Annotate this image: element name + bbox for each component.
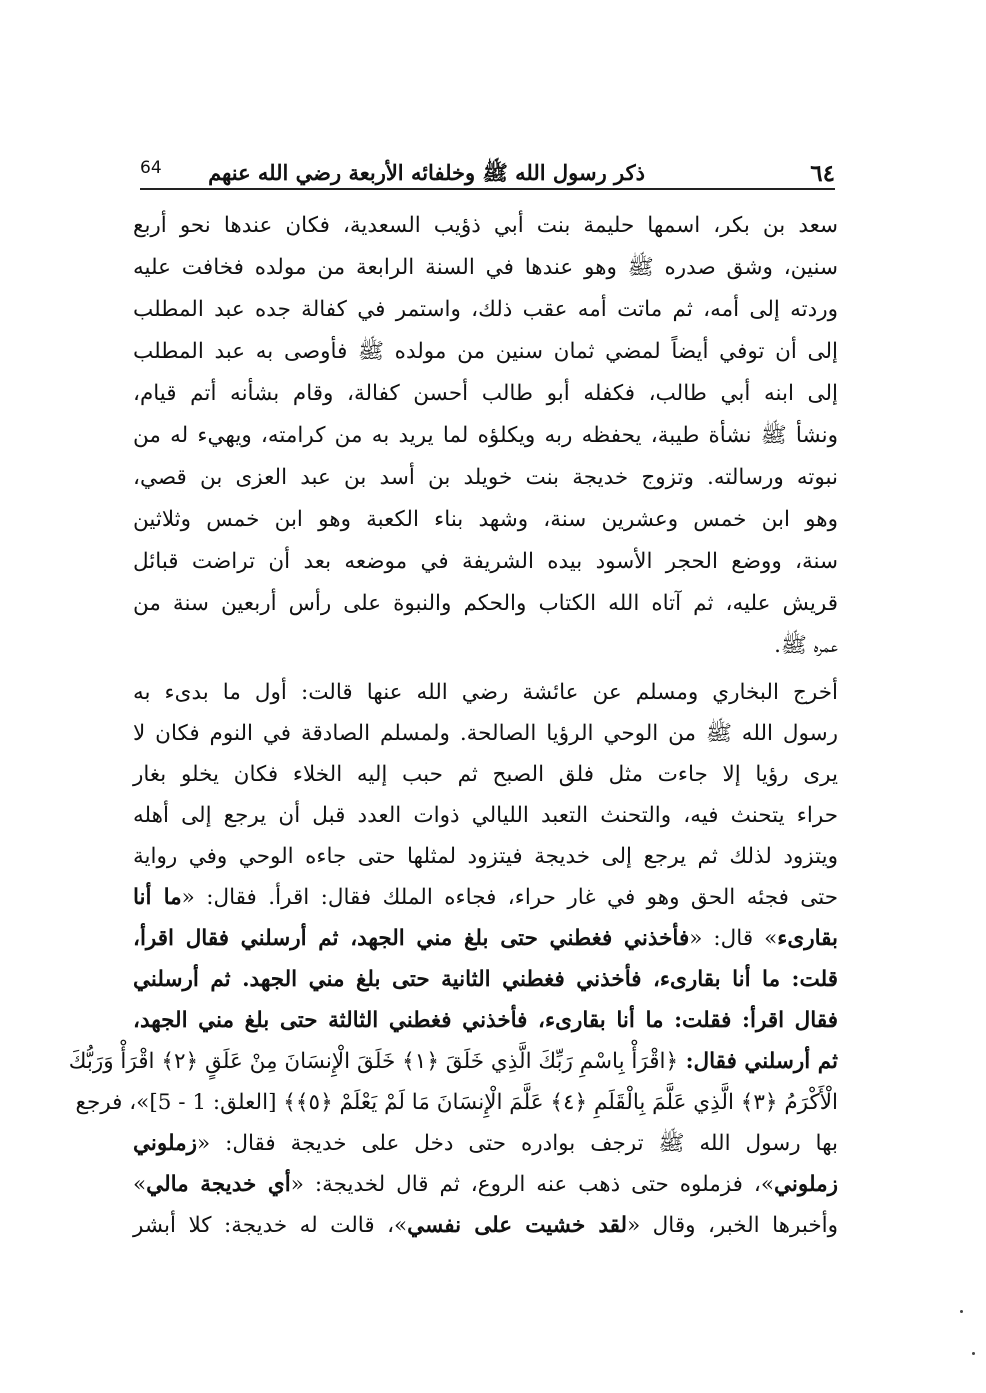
text-line bbox=[133, 877, 838, 918]
text-line: أخرج البخاري ومسلم عن عائشة رضي الله عنها قالت: أول ما بدىء به bbox=[133, 680, 838, 705]
text-line bbox=[133, 918, 838, 959]
text-line: قلت: ما أنا بقارىء، فأخذني فغطني الثانية حتى بلغ مني الجهد. ثم أرسلني bbox=[133, 967, 838, 992]
running-header bbox=[140, 152, 835, 190]
text-line: يرى رؤيا إلا جاءت مثل فلق الصبح ثم حبب إليه الخلاء فكان يخلو بغار bbox=[133, 762, 838, 787]
hadith-quote: ما أنا bbox=[133, 885, 182, 910]
text-line: سنة، ووضع الحجر الأسود بيده الشريفة في موضعه بعد أن تراضت قبائل bbox=[133, 549, 838, 574]
text-run: »، قالت له خديجة: كلا أبشر bbox=[133, 1213, 408, 1238]
text-line: إلى ابنه أبي طالب، فكفله أبو طالب أحسن كفالة، وقام بشأنه أتم قيام، bbox=[133, 381, 838, 406]
text-line bbox=[75, 1082, 838, 1123]
text-line bbox=[68, 1041, 838, 1082]
paragraph-1 bbox=[133, 205, 838, 667]
hadith-quote: فأخذني فغطني حتى بلغ مني الجهد، ثم أرسلني فقال اقرأ، bbox=[133, 926, 690, 951]
text-line: حراء يتحنث فيه، والتحنث التعبد الليالي ذوات العدد قبل أن يرجع إلى أهله bbox=[133, 803, 838, 828]
text-line bbox=[133, 1205, 838, 1246]
text-line bbox=[133, 1164, 838, 1205]
hadith-quote: زملوني bbox=[773, 1172, 839, 1197]
text-line: فقال اقرأ: فقلت: ما أنا بقارىء، فأخذني فغطني الثالثة حتى بلغ مني الجهد، bbox=[133, 1008, 838, 1033]
text-run: »، فزملوه حتى ذهب عنه الروع، ثم قال لخديجة: « bbox=[290, 1172, 774, 1197]
text-run: وأخبرها الخبر، وقال « bbox=[627, 1213, 838, 1238]
hadith-quote: ثم أرسلني فقال: bbox=[678, 1049, 838, 1074]
text-line: إلى أن توفي أيضاً لمضي ثمان سنين من مولده ﷺ فأوصى به عبد المطلب bbox=[133, 339, 838, 364]
text-line: رسول الله ﷺ من الوحي الرؤيا الصالحة. ولمسلم الصادقة في النوم فكان لا bbox=[133, 721, 838, 746]
text-line: قريش عليه، ثم آتاه الله الكتاب والحكم والنبوة على رأس أربعين سنة من bbox=[133, 591, 838, 616]
page-number: 64 bbox=[140, 158, 162, 178]
text-line: عمره ﷺ. bbox=[774, 633, 838, 658]
text-line: نبوته ورسالته. وتزوج خديجة بنت خويلد بن أسد بن عبد العزى بن قصي، bbox=[133, 465, 838, 490]
text-line bbox=[133, 1123, 838, 1164]
text-line: وهو ابن خمس وعشرين سنة، وشهد بناء الكعبة وهو ابن خمس وثلاثين bbox=[133, 507, 838, 532]
text-line: وردته إلى أمه، ثم ماتت أمه عقب ذلك، واستمر في كفالة جده عبد المطلب bbox=[133, 297, 838, 322]
quran-verse: الْأَكْرَمُ ﴿٣﴾ الَّذِي عَلَّمَ بِالْقَلَمِ ﴿٤﴾ عَلَّمَ الْإِنسَانَ مَا لَمْ يَعْلَمْ ﴿٥﴾﴾ bbox=[283, 1090, 838, 1115]
hadith-quote: لقد خشيت على نفسي bbox=[407, 1213, 628, 1238]
text-line: سنين، وشق صدره ﷺ وهو عندها في السنة الرابعة من مولده فخافت عليه bbox=[133, 255, 838, 280]
text-run: » قال: « bbox=[689, 926, 778, 951]
paragraph-2 bbox=[68, 672, 839, 1246]
hadith-quote: بقارىء bbox=[777, 926, 838, 951]
text-line: سعد بن بكر، اسمها حليمة بنت أبي ذؤيب السعدية، فكان عندها نحو أربع bbox=[133, 213, 838, 238]
text-run: حتى فجئه الحق وهو في غار حراء، فجاءه الملك فقال: اقرأ. فقال: « bbox=[181, 885, 839, 910]
scan-speck bbox=[960, 1310, 963, 1313]
hadith-quote: أي خديجة مالي bbox=[146, 1172, 291, 1197]
quran-verse: ﴿اقْرَأْ بِاسْمِ رَبِّكَ الَّذِي خَلَقَ ﴿١﴾ خَلَقَ الْإِنسَانَ مِنْ عَلَقٍ ﴿٢﴾ اقْرَأْ وَرَبُّكَ bbox=[68, 1049, 679, 1074]
hadith-quote: زملوني bbox=[133, 1131, 198, 1156]
text-line: ونشأ ﷺ نشأة طيبة، يحفظه ربه ويكلؤه لما يريد به من كرامته، ويهيء له من bbox=[133, 423, 838, 448]
text-run: » bbox=[133, 1172, 147, 1197]
scan-speck bbox=[972, 1352, 975, 1355]
text-line: ويتزود لذلك ثم يرجع إلى خديجة فيتزود لمثلها حتى جاءه الوحي وفي رواية bbox=[133, 844, 838, 869]
page-number-arabic: ٦٤ bbox=[810, 160, 835, 187]
text-run: بها رسول الله ﷺ ترجف بوادره حتى دخل على خديجة فقال: « bbox=[197, 1131, 838, 1156]
header-title: ذكر رسول الله ﷺ وخلفائه الأربعة رضي الله عنهم bbox=[208, 160, 645, 185]
verse-citation: [العلق: 1 - 5]»، فرجع bbox=[75, 1090, 284, 1115]
